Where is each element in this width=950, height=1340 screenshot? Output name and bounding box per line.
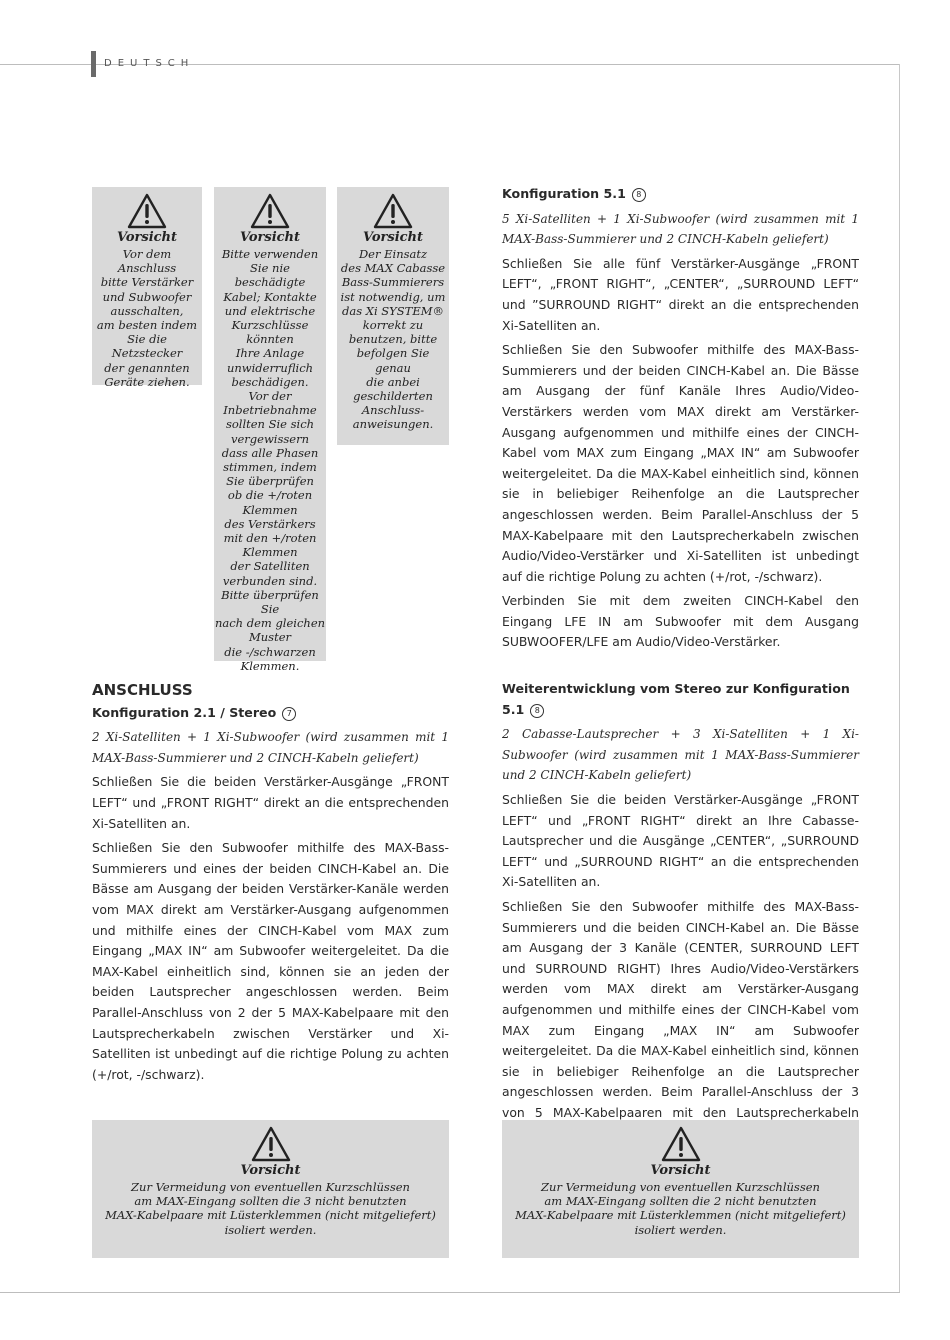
config-heading-text: Konfiguration 5.1	[502, 186, 626, 201]
figure-ref-badge: 8	[530, 704, 544, 718]
warning-triangle-icon	[127, 193, 167, 229]
figure-ref-badge: 7	[282, 707, 296, 721]
section-title: ANSCHLUSS	[92, 681, 193, 699]
warning-triangle-icon	[250, 193, 290, 229]
language-marker	[91, 51, 96, 77]
config-subtitle: 5 Xi-Satelliten + 1 Xi-Subwoofer (wird zusammen mit 1 MAX-Bass-Summierer und 2 CINCH-Kabeln geliefert)	[502, 211, 859, 247]
config-subtitle: 2 Cabasse-Lautsprecher + 3 Xi-Satelliten + 1 Xi-Subwoofer (wird zusammen mit 1 MAX-Bass-Summierer und 2 CINCH-Kabeln geliefert)	[502, 727, 859, 783]
footer-rule	[0, 1292, 900, 1293]
warning-title: Vorsicht	[362, 230, 424, 245]
warning-title: Vorsicht	[239, 230, 301, 245]
warning-text: Der Einsatz des MAX Cabasse Bass-Summierers ist notwendig, um das Xi SYSTEM® korrekt zu benutzen, bitte befolgen Sie genau die anbei geschilderten Anschluss- anweisungen.	[340, 247, 446, 432]
paragraph: Schließen Sie die beiden Verstärker-Ausgänge „FRONT LEFT“ und „FRONT RIGHT“ direkt an die entsprechenden Xi-Satelliten an.	[92, 774, 449, 831]
warning-box-power-off	[92, 187, 202, 389]
paragraph: Schließen Sie den Subwoofer mithilfe des MAX-Bass-Summierers und eines der beiden CINCH-Kabel an. Die Bässe am Ausgang der beiden Verstärker-Kanäle werden vom MAX direkt am Verstärker-Ausgang aufgenommen und mithilfe eines der CINCH-Kabel vom MAX zum Eingang „MAX IN“ am Subwoofer weitergeleitet. Da die MAX-Kabel einheitlich sind, können sie an jeden der beiden Lautsprecher angeschlossen werden. Beim Parallel-Anschluss von 2 der 5 MAX-Kabelpaare mit den Lautsprecherkabeln zwischen Verstärker und Xi-Satelliten ist unbedingt auf die richtige Polung zu achten (+/rot, -/schwarz).	[92, 840, 449, 1082]
config-heading	[502, 679, 859, 720]
warning-text: Zur Vermeidung von eventuellen Kurzschlüssen am MAX-Eingang sollten die 3 nicht benutzten MAX-Kabelpaare mit Lüsterklemmen (nicht mitgeliefert) isoliert werden.	[105, 1180, 436, 1237]
figure-ref-badge: 8	[632, 188, 646, 202]
warning-text: Zur Vermeidung von eventuellen Kurzschlüssen am MAX-Eingang sollten die 2 nicht benutzten MAX-Kabelpaare mit Lüsterklemmen (nicht mitgeliefert) isoliert werden.	[515, 1180, 846, 1237]
warning-box-unused-pairs-3	[92, 1120, 449, 1258]
config-heading	[92, 703, 449, 724]
warning-title: Vorsicht	[650, 1163, 711, 1178]
config-heading	[502, 184, 859, 205]
warning-title: Vorsicht	[240, 1163, 301, 1178]
right-column	[502, 184, 859, 1189]
language-label: DEUTSCH	[104, 58, 195, 69]
warning-triangle-icon	[251, 1126, 291, 1162]
paragraph: Schließen Sie den Subwoofer mithilfe des MAX-Bass-Summierers und die beiden CINCH-Kabel an. Die Bässe am Ausgang der 3 Kanäle (CENTER, SURROUND LEFT und SURROUND RIGHT) Ihres Audio/Video-Verstärkers werden vom MAX direkt am Verstärker-Ausgang aufgenommen und mithilfe eines der CINCH-Kabel vom MAX zum Eingang „MAX IN“ am Subwoofer weitergeleitet. Da die MAX-Kabel einheitlich sind, können sie in beliebiger Reihenfolge an die Lautsprecher angeschlossen werden. Beim Parallel-Anschluss der 3 von 5 MAX-Kabelpaaren mit den Lautsprecherkabeln	[502, 899, 859, 1120]
config-heading-text: Konfiguration 2.1 / Stereo	[92, 704, 277, 720]
warning-box-unused-pairs-2	[502, 1120, 859, 1258]
paragraph: Schließen Sie den Subwoofer mithilfe des MAX-Bass-Summierers und der beiden CINCH-Kabel an. Die Bässe am Ausgang der fünf Kanäle Ihres Audio/Video-Verstärkers werden vom MAX direkt am Verstärker-Ausgang aufgenommen und mithilfe eines der CINCH-Kabel vom MAX zum Eingang „MAX IN“ am Subwoofer weitergeleitet. Da die MAX-Kabel einheitlich sind, können sie in beliebiger Reihenfolge an die Lautsprecher angeschlossen werden. Beim Parallel-Anschluss der 5 MAX-Kabelpaare mit den Lautsprecherkabeln zwischen Audio/Video-Verstärker und Xi-Satelliten ist unbedingt auf die richtige Polung zu achten (+/rot, -/schwarz).	[502, 342, 859, 584]
right-margin-rule	[899, 64, 900, 1292]
warning-triangle-icon	[661, 1126, 701, 1162]
warning-triangle-icon	[373, 193, 413, 229]
config-subtitle: 2 Xi-Satelliten + 1 Xi-Subwoofer (wird zusammen mit 1 MAX-Bass-Summierer und 2 CINCH-Kabeln geliefert)	[92, 730, 449, 765]
warning-text: Vor dem Anschluss bitte Verstärker und Subwoofer ausschalten, am besten indem Sie die Netzstecker der genannten Geräte ziehen.	[96, 247, 198, 389]
paragraph: Schließen Sie die beiden Verstärker-Ausgänge „FRONT LEFT“ und „FRONT RIGHT“ direkt an Ihre Cabasse-Lautsprecher und die Ausgänge „CENTER“, „SURROUND LEFT“ und „SURROUND RIGHT“ an die entsprechenden Xi-Satelliten an.	[502, 792, 859, 890]
paragraph: Schließen Sie alle fünf Verstärker-Ausgänge „FRONT LEFT“, „FRONT RIGHT“, „CENTER“, „SURROUND LEFT“ und ”SURROUND RIGHT“ direkt an die entsprechenden Xi-Satelliten an.	[502, 255, 859, 333]
left-column	[92, 680, 449, 1089]
warning-box-cables	[214, 187, 326, 673]
config-heading-text: Weiterentwicklung vom Stereo zur Konfiguration 5.1	[502, 681, 850, 717]
warning-text: Bitte verwenden Sie nie beschädigte Kabel; Kontakte und elektrische Kurzschlüsse könnten Ihre Anlage unwiderruflich beschädigen. Vor der Inbetriebnahme sollten Sie sich vergewissern dass alle Phasen stimmen, indem Sie überprüfen ob die +/roten Klemmen des Verstärkers mit den +/roten Klemmen der Satelliten verbunden sind. Bitte überprüfen Sie nach dem gleichen Muster die -/schwarzen Klemmen.	[214, 247, 326, 673]
paragraph: Verbinden Sie mit dem zweiten CINCH-Kabel den Eingang LFE IN am Subwoofer mit dem Ausgang SUBWOOFER/LFE am Audio/Video-Verstärker.	[502, 593, 859, 650]
warning-title: Vorsicht	[116, 230, 178, 245]
warning-box-max-summierer	[337, 187, 449, 445]
